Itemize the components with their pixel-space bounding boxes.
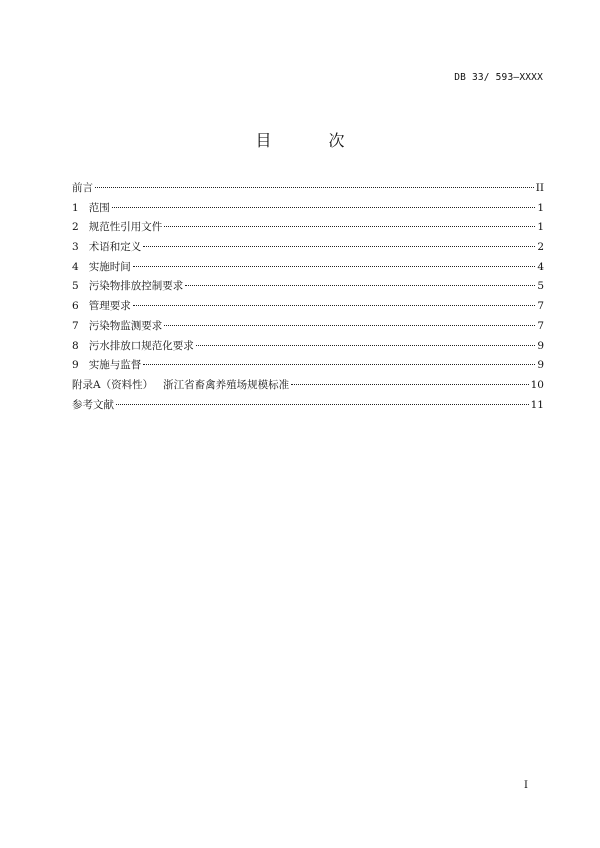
toc-page: II bbox=[535, 182, 544, 194]
dot-leader bbox=[133, 266, 536, 267]
toc-page: 10 bbox=[530, 378, 544, 391]
toc-entry-foreword[interactable] bbox=[72, 180, 544, 200]
toc-page: 5 bbox=[537, 280, 544, 293]
toc-label: 前言 bbox=[72, 182, 93, 194]
toc-label: 2 规范性引用文件 bbox=[72, 221, 163, 234]
dot-leader bbox=[196, 345, 536, 346]
toc-entry-scope[interactable] bbox=[72, 200, 544, 220]
toc-entry-appendix-a[interactable] bbox=[72, 377, 544, 397]
dot-leader bbox=[116, 404, 529, 405]
toc-label: 9 实施与监督 bbox=[72, 359, 142, 372]
toc-entry-bibliography[interactable] bbox=[72, 397, 544, 417]
toc-label: 1 范围 bbox=[72, 201, 110, 214]
dot-leader bbox=[112, 207, 536, 208]
toc-page: 4 bbox=[537, 260, 544, 273]
toc-page: 7 bbox=[537, 319, 544, 332]
toc-label: 7 污染物监测要求 bbox=[72, 319, 163, 332]
toc-page: 7 bbox=[537, 300, 544, 313]
dot-leader bbox=[95, 187, 534, 188]
toc-page: 9 bbox=[537, 359, 544, 372]
toc-page: 1 bbox=[537, 221, 544, 234]
toc-label: 参考文献 bbox=[72, 398, 114, 411]
toc-entry-terms-definitions[interactable] bbox=[72, 239, 544, 259]
dot-leader bbox=[185, 285, 535, 286]
toc-label: 6 管理要求 bbox=[72, 300, 131, 313]
toc-entry-monitoring[interactable] bbox=[72, 318, 544, 338]
toc-entry-implementation-time[interactable] bbox=[72, 259, 544, 279]
dot-leader bbox=[291, 384, 529, 385]
toc-label: 3 术语和定义 bbox=[72, 241, 142, 254]
dot-leader bbox=[164, 226, 535, 227]
toc-page: 11 bbox=[530, 398, 544, 411]
dot-leader bbox=[143, 364, 535, 365]
toc-label: 8 污水排放口规范化要求 bbox=[72, 339, 194, 352]
table-of-contents bbox=[72, 180, 544, 416]
toc-entry-management[interactable] bbox=[72, 298, 544, 318]
dot-leader bbox=[133, 305, 536, 306]
toc-page: 2 bbox=[537, 241, 544, 254]
dot-leader bbox=[143, 246, 535, 247]
toc-entry-emission-control[interactable] bbox=[72, 278, 544, 298]
toc-label: 附录A（资料性） 浙江省畜禽养殖场规模标准 bbox=[72, 378, 290, 391]
page-number: I bbox=[524, 780, 528, 791]
toc-entry-supervision[interactable] bbox=[72, 357, 544, 377]
page-title: 目 次 bbox=[255, 131, 371, 150]
toc-page: 9 bbox=[537, 339, 544, 352]
toc-entry-normative-references[interactable] bbox=[72, 219, 544, 239]
toc-label: 4 实施时间 bbox=[72, 260, 131, 273]
dot-leader bbox=[164, 325, 535, 326]
document-code: DB 33/ 593—XXXX bbox=[454, 72, 543, 83]
toc-entry-outfall[interactable] bbox=[72, 338, 544, 358]
toc-page: 1 bbox=[537, 201, 544, 214]
toc-label: 5 污染物排放控制要求 bbox=[72, 280, 184, 293]
